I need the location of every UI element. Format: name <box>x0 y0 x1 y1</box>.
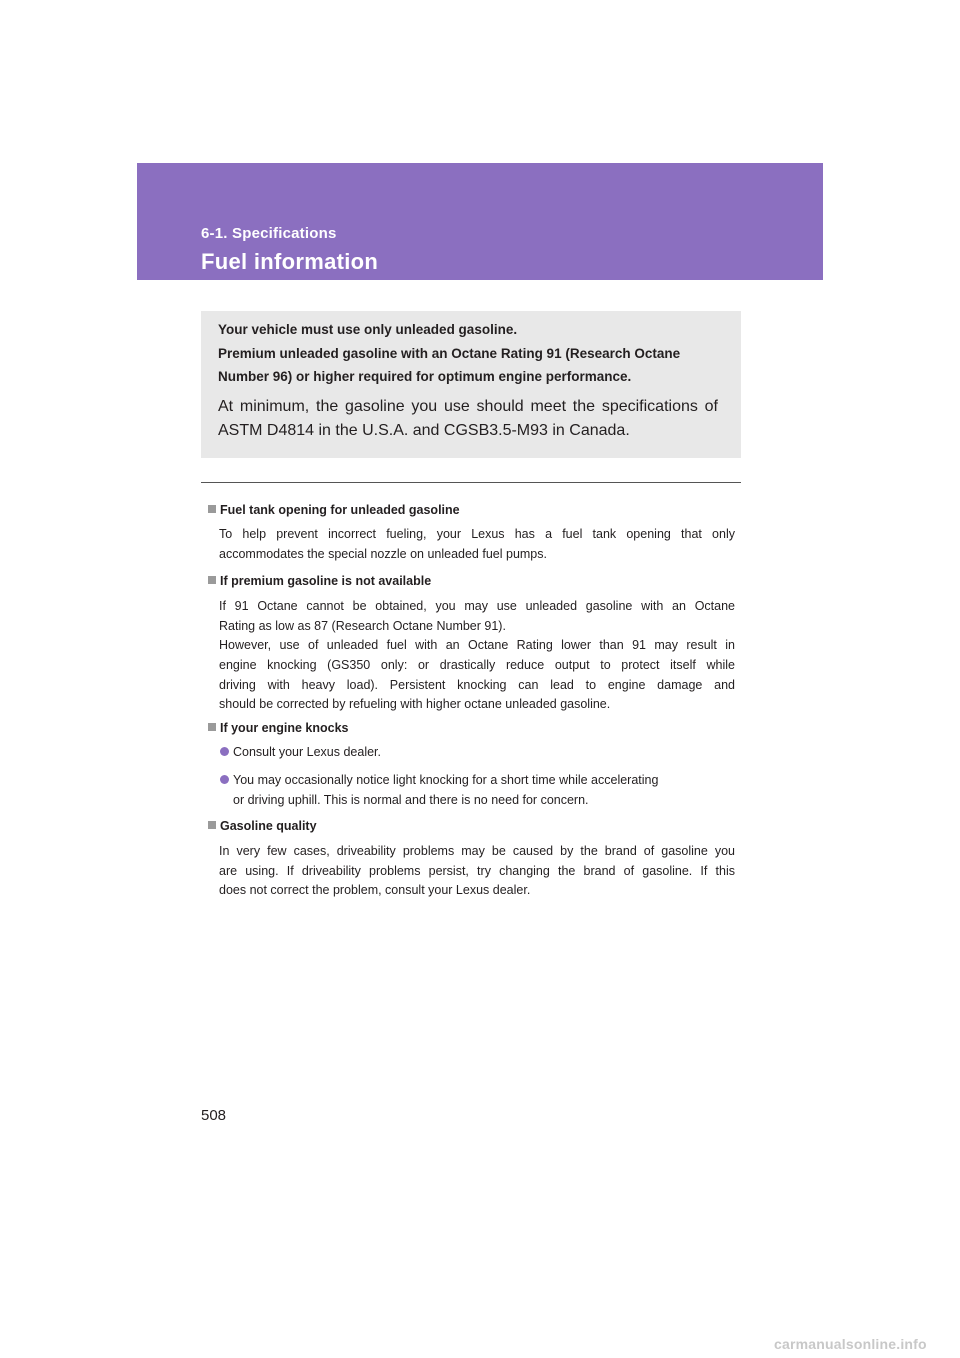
square-bullet-icon <box>208 505 216 513</box>
text-line: driving with heavy load). Persistent knocking can lead to engine damage and <box>219 677 735 692</box>
section-heading-text: Gasoline quality <box>220 819 317 833</box>
text-line: engine knocking (GS350 only: or drastically reduce output to protect itself while <box>219 658 735 673</box>
section-text-premium <box>219 597 735 715</box>
summary-bold-line-2: Premium unleaded gasoline with an Octane Rating 91 (Research Octane <box>218 346 681 361</box>
text-line: However, use of unleaded fuel with an Octane Rating lower than 91 may result in <box>219 638 735 653</box>
text-line: does not correct the problem, consult your Lexus dealer. <box>219 883 531 898</box>
section-heading-knocks <box>208 721 349 735</box>
summary-bold-line-1: Your vehicle must use only unleaded gasoline. <box>218 322 518 337</box>
page-title: Fuel information <box>201 249 379 274</box>
section-heading-fuel-tank <box>208 503 460 517</box>
square-bullet-icon <box>208 576 216 584</box>
summary-bold-line-3: Number 96) or higher required for optimum engine performance. <box>218 369 632 384</box>
round-bullet-icon <box>220 775 229 784</box>
round-bullet-icon <box>220 747 229 756</box>
text-line: are using. If driveability problems persist, try changing the brand of gasoline. If this <box>219 863 735 878</box>
square-bullet-icon <box>208 821 216 829</box>
section-text-fuel-tank <box>219 525 735 564</box>
section-heading-text: Fuel tank opening for unleaded gasoline <box>220 503 460 517</box>
section-text-quality <box>219 842 735 901</box>
summary-normal-line-1: At minimum, the gasoline you use should meet the specifications of <box>218 398 718 415</box>
summary-normal-line-2: ASTM D4814 in the U.S.A. and CGSB3.5-M93 in Canada. <box>218 422 630 439</box>
page-number: 508 <box>201 1107 227 1124</box>
section-heading-premium <box>208 574 431 588</box>
list-item-text: You may occasionally notice light knocking for a short time while accelerating <box>233 773 659 787</box>
text-line: accommodates the special nozzle on unleaded fuel pumps. <box>219 546 547 561</box>
text-line: If 91 Octane cannot be obtained, you may use unleaded gasoline with an Octane <box>219 599 735 613</box>
section-label: 6-1. Specifications <box>201 225 337 242</box>
divider <box>201 482 741 483</box>
list-item-text: Consult your Lexus dealer. <box>233 745 382 759</box>
list-item <box>220 773 658 787</box>
square-bullet-icon <box>208 723 216 731</box>
list-item-continuation: or driving uphill. This is normal and there is no need for concern. <box>233 793 589 807</box>
text-line: To help prevent incorrect fueling, your Lexus has a fuel tank opening that only <box>219 527 735 541</box>
list-item <box>220 745 381 759</box>
section-heading-text: If premium gasoline is not available <box>220 574 432 588</box>
text-line: Rating as low as 87 (Research Octane Number 91). <box>219 618 506 633</box>
text-line: should be corrected by refueling with higher octane unleaded gasoline. <box>219 697 611 712</box>
section-heading-text: If your engine knocks <box>220 721 349 735</box>
section-heading-quality <box>208 819 317 833</box>
watermark: carmanualsonline.info <box>774 1336 927 1352</box>
text-line: In very few cases, driveability problems may be caused by the brand of gasoline you <box>219 844 735 858</box>
